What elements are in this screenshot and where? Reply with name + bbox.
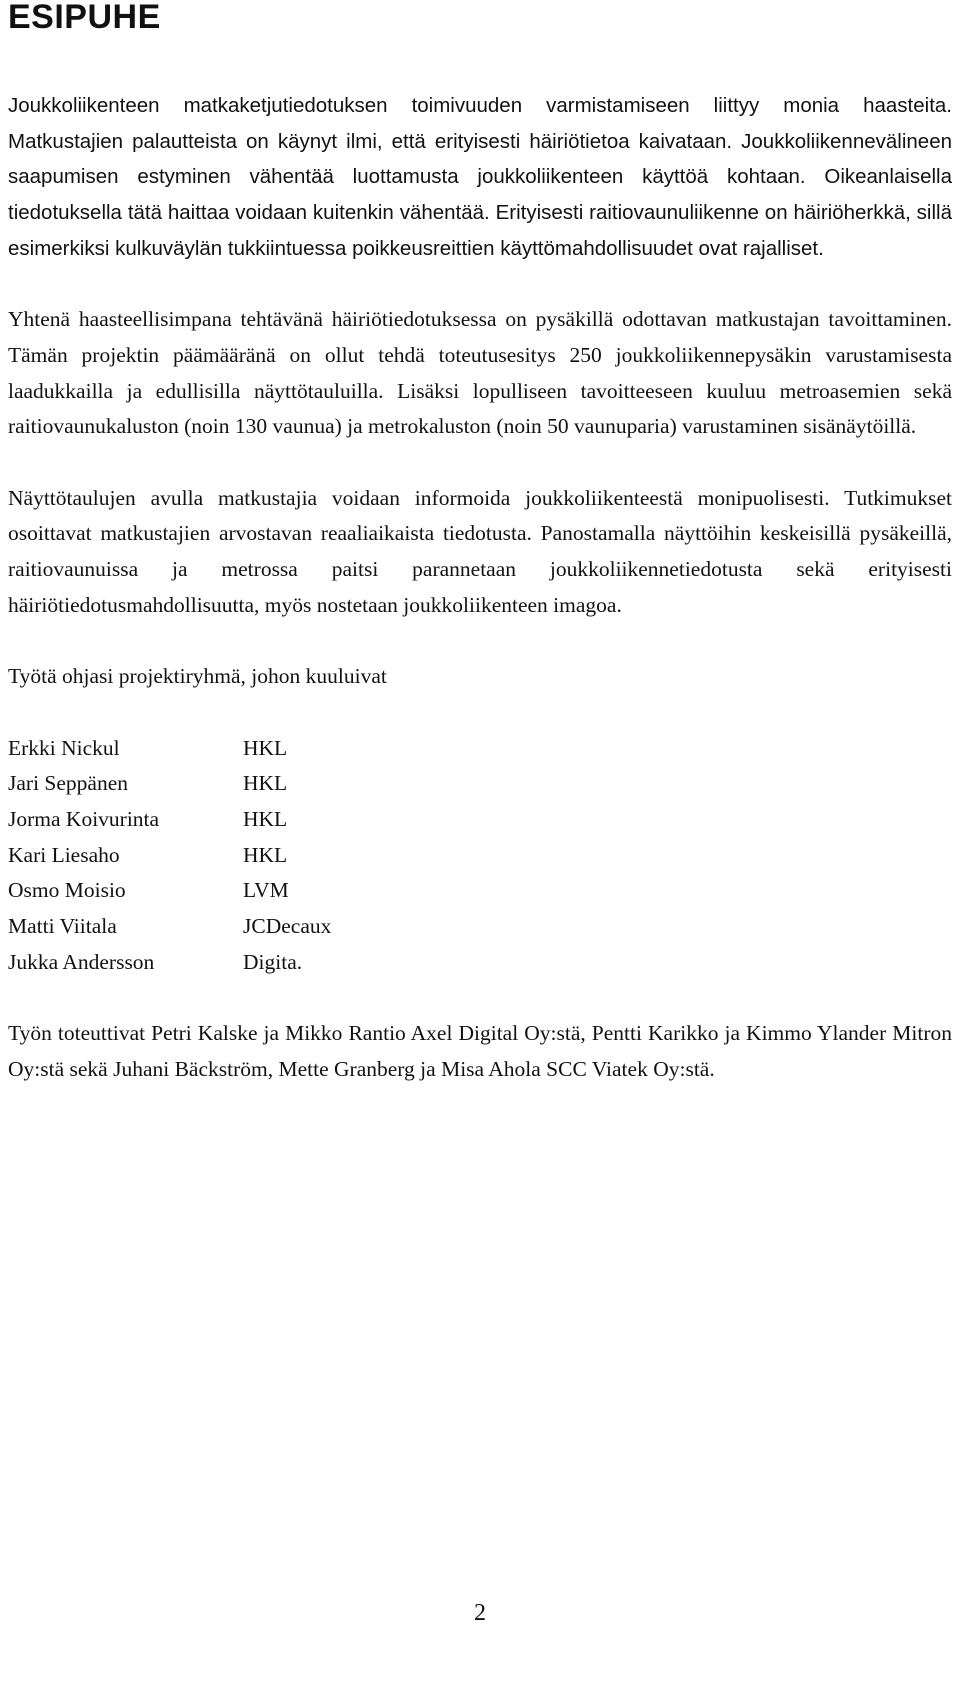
document-body bbox=[8, 88, 952, 1088]
member-row bbox=[8, 766, 331, 802]
page-heading: ESIPUHE bbox=[8, 0, 161, 36]
member-organization: Digita. bbox=[243, 949, 303, 974]
page-number: 2 bbox=[474, 1600, 486, 1626]
paragraph-implementers: Työn toteuttivat Petri Kalske ja Mikko Rantio Axel Digital Oy:stä, Pentti Karikko ja Kimmo Ylander Mitron Oy:stä sekä Juhani Bäckström, Mette Granberg ja Misa Ahola SCC Viatek Oy:stä. bbox=[8, 1021, 952, 1081]
member-organization: HKL bbox=[243, 842, 288, 867]
project-group-table bbox=[8, 731, 331, 981]
member-name: Osmo Moisio bbox=[8, 878, 126, 903]
paragraph-benefits: Näyttötaulujen avulla matkustajia voidaan informoida joukkoliikenteestä monipuolisesti. Tutkimukset osoittavat matkustajien arvostavan reaaliaikaista tiedotusta. Panostamalla näyttöihin keskeisillä pysäkeillä, raitiovaunuissa ja metrossa paitsi parannetaan joukkoliikennetiedotusta sekä erityisesti häiriötiedotusmahdollisuutta, myös nostetaan joukkoliikenteen imagoa. bbox=[8, 485, 952, 617]
member-row bbox=[8, 838, 331, 874]
member-name: Jorma Koivurinta bbox=[8, 807, 160, 831]
member-name: Kari Liesaho bbox=[8, 842, 120, 867]
member-name: Erkki Nickul bbox=[8, 735, 120, 760]
member-name: Matti Viitala bbox=[8, 914, 117, 939]
member-organization: LVM bbox=[243, 878, 289, 903]
paragraph-goal: Yhtenä haasteellisimpana tehtävänä häiriötiedotuksessa on pysäkillä odottavan matkustajan tavoittaminen. Tämän projektin päämääränä on ollut tehdä toteutusesitys 250 joukkoliikennepysäkin varustamisesta laadukkailla ja edullisilla näyttötauluilla. Lisäksi lopulliseen tavoitteeseen kuuluu metroasemien sekä raitiovaunukaluston (noin 130 vaunua) ja metrokaluston (noin 50 vaunuparia) varustaminen sisänäytöillä. bbox=[8, 307, 952, 439]
member-name: Jukka Andersson bbox=[8, 949, 155, 974]
member-row bbox=[8, 802, 331, 838]
member-row bbox=[8, 909, 331, 945]
member-organization: HKL bbox=[243, 807, 288, 831]
member-organization: JCDecaux bbox=[243, 914, 332, 939]
paragraph-project-group-intro: Työtä ohjasi projektiryhmä, johon kuuluivat bbox=[8, 664, 387, 689]
member-row bbox=[8, 731, 331, 767]
member-name: Jari Seppänen bbox=[8, 771, 129, 796]
member-organization: HKL bbox=[243, 771, 288, 796]
member-organization: HKL bbox=[243, 735, 288, 760]
member-row bbox=[8, 945, 331, 981]
document-page bbox=[8, 0, 952, 1081]
paragraph-intro: Joukkoliikenteen matkaketjutiedotuksen toimivuuden varmistamiseen liittyy monia haasteita. Matkustajien palautteista on käynyt ilmi, että erityisesti häiriötietoa kaivataan. Joukkoliikennevälineen saapumisen estyminen vähentää luottamusta joukkoliikenteen käyttöä kohtaan. Oikeanlaisella tiedotuksella tätä haittaa voidaan kuitenkin vähentää. Erityisesti raitiovaunuliikenne on häiriöherkkä, sillä esimerkiksi kulkuväylän tukkiintuessa poikkeusreittien käyttömahdollisuudet ovat rajalliset. bbox=[8, 94, 952, 260]
member-row bbox=[8, 873, 331, 909]
